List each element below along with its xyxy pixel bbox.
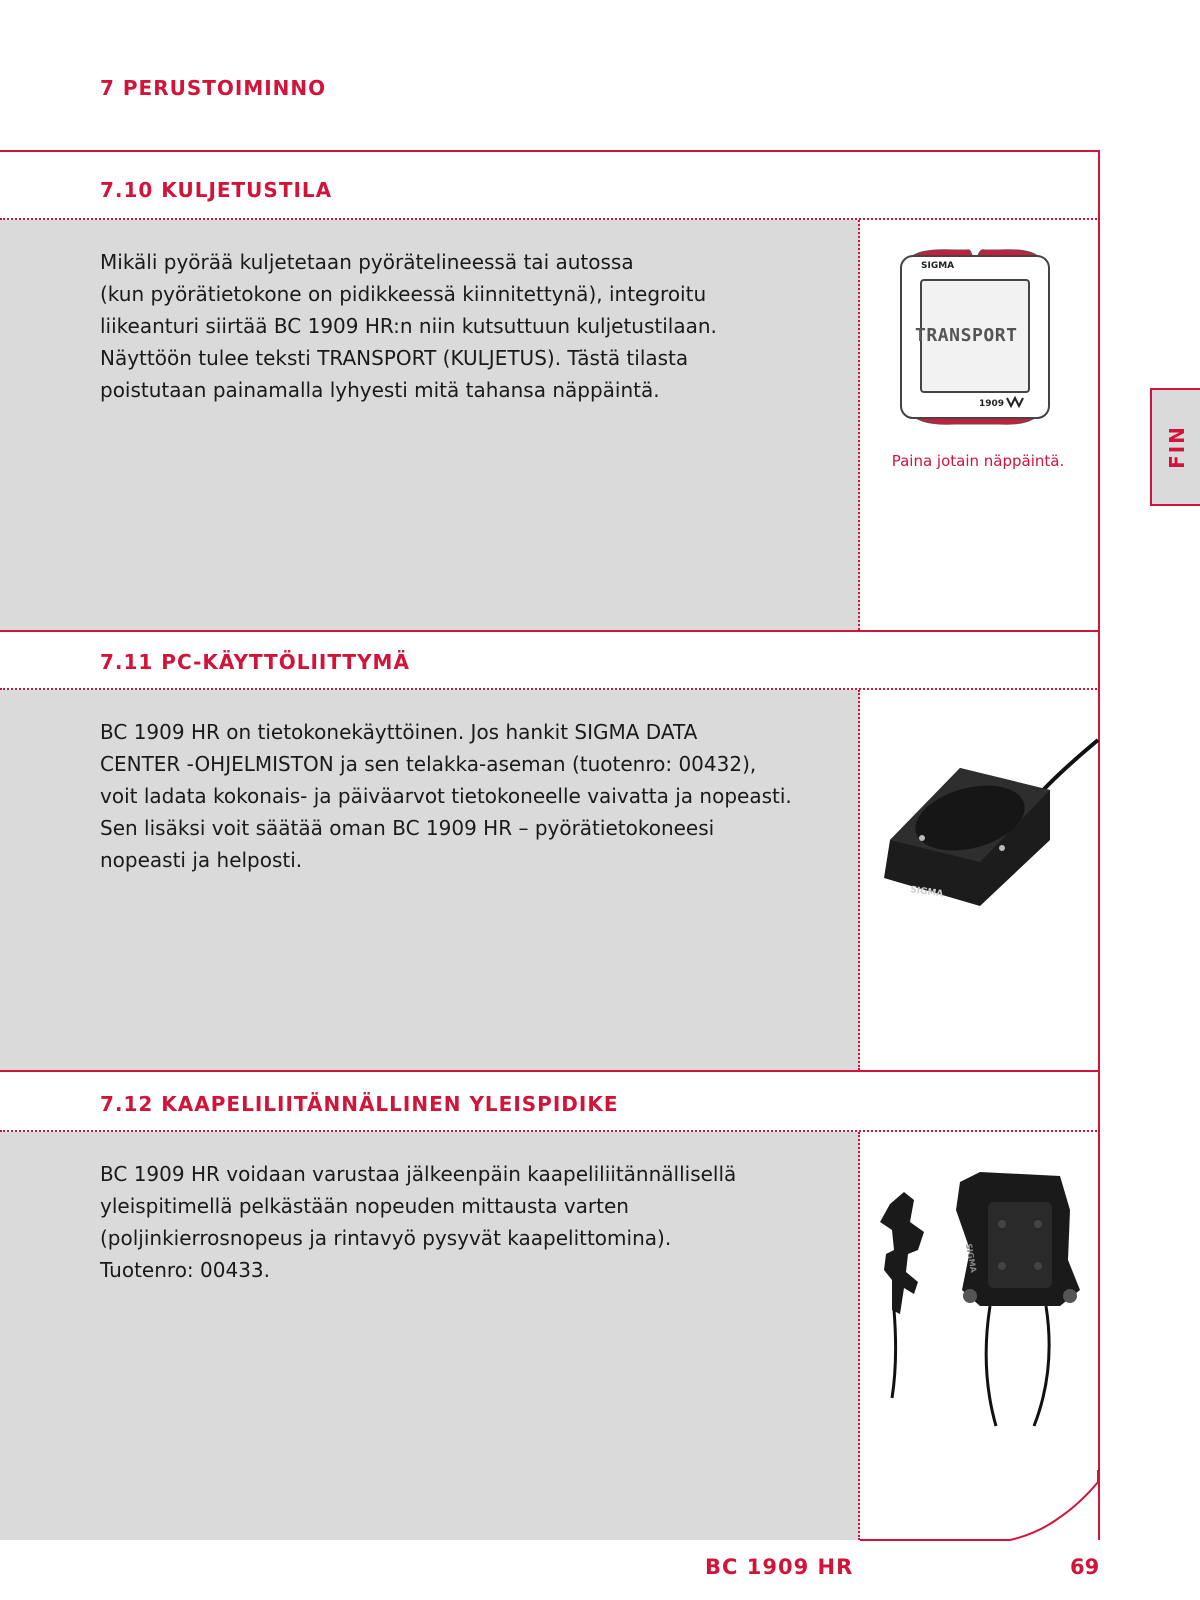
docking-station-illustration (880, 730, 1100, 910)
section-title-cable-bracket: 7.12 KAAPELILIITÄNNÄLLINEN YLEISPIDIKE (100, 1092, 619, 1116)
body-line: BC 1909 HR voidaan varustaa jälkeenpäin kaapeliliitännällisellä (100, 1162, 737, 1186)
body-line: nopeasti ja helposti. (100, 848, 303, 872)
footer-model-name: BC 1909 HR (705, 1555, 854, 1579)
language-tab (1150, 388, 1200, 506)
section-title-transport-mode: 7.10 KULJETUSTILA (100, 178, 333, 202)
sensor-body (880, 1192, 924, 1314)
section-separator (0, 630, 1100, 632)
body-line: BC 1909 HR on tietokonekäyttöinen. Jos hankit SIGMA DATA (100, 720, 698, 744)
section-separator (0, 1070, 1100, 1072)
brand-logo-text: SIGMA (921, 261, 955, 271)
illustration-caption: Paina jotain näppäintä. (891, 452, 1065, 470)
section-body-transport-mode (100, 246, 820, 406)
section-body-cable-bracket (100, 1158, 820, 1286)
dock-brand-text: SIGMA (909, 885, 944, 900)
bracket-screw (1063, 1289, 1077, 1303)
bracket-screw (963, 1289, 977, 1303)
cable-bracket-illustration (870, 1170, 1100, 1430)
bike-computer-illustration (895, 248, 1055, 438)
model-mark: 1909 (979, 399, 1005, 409)
bracket-cable (986, 1306, 996, 1426)
bracket-cable (1034, 1306, 1049, 1426)
frame-corner (860, 1470, 1100, 1550)
body-line: Mikäli pyörää kuljetetaan pyörätelineessä tai autossa (100, 250, 634, 274)
chapter-heading: 7 PERUSTOIMINNO (100, 76, 327, 100)
dock-contact (999, 845, 1005, 851)
bracket-brand-text: SIGMA (964, 1242, 979, 1274)
body-line: (kun pyörätietokone on pidikkeessä kiinnitettynä), integroitu (100, 282, 707, 306)
body-line: CENTER -OHJELMISTON ja sen telakka-aseman (tuotenro: 00432), (100, 752, 757, 776)
body-line: yleispitimellä pelkästään nopeuden mittausta varten (100, 1194, 629, 1218)
body-line: (poljinkierrosnopeus ja rintavyö pysyvät kaapelittomina). (100, 1226, 672, 1250)
body-line: Sen lisäksi voit säätää oman BC 1909 HR – pyörätietokoneesi (100, 816, 715, 840)
language-tab-label: FIN (1165, 425, 1189, 469)
body-line: Näyttöön tulee teksti TRANSPORT (KULJETUS). Tästä tilasta (100, 346, 689, 370)
dock-contact (919, 835, 925, 841)
section-body-pc-interface (100, 716, 820, 876)
section-title-pc-interface: 7.11 PC-KÄYTTÖLIITTYMÄ (100, 650, 410, 674)
body-line: Tuotenro: 00433. (100, 1258, 271, 1282)
sensor-cable (892, 1310, 896, 1398)
body-line: poistutaan painamalla lyhyesti mitä tahansa näppäintä. (100, 378, 660, 402)
display-text: TRANSPORT (915, 325, 1017, 346)
bracket-plate (988, 1202, 1052, 1288)
body-line: voit ladata kokonais- ja päiväarvot tietokoneelle vaivatta ja nopeasti. (100, 784, 792, 808)
page-number: 69 (1070, 1555, 1100, 1579)
body-line: liikeanturi siirtää BC 1909 HR:n niin kutsuttuun kuljetustilaan. (100, 314, 717, 338)
